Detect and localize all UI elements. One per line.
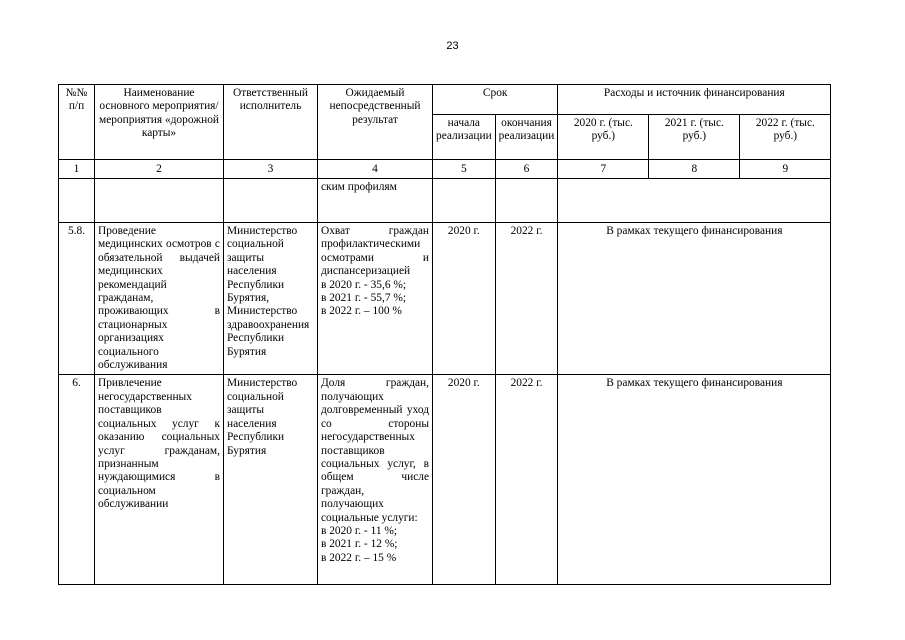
row-no: 6. [59, 375, 95, 585]
header-year-2021: 2021 г. (тыс. руб.) [649, 115, 740, 160]
header-year-2020: 2020 г. (тыс. руб.) [558, 115, 649, 160]
row-financing [558, 179, 831, 223]
header-result: Ожидаемый непосредственный результат [318, 85, 433, 160]
column-number: 7 [558, 160, 649, 179]
row-financing: В рамках текущего финансирования [558, 375, 831, 585]
row-name [95, 179, 224, 223]
result-line: в 2022 г. – 15 % [321, 551, 397, 564]
row-name: Проведение медицинских осмотров с обязательной выдачей медицинских рекомендаций гражданам, проживающих в стационарных организациях социального обслуживания [95, 223, 224, 375]
header-expenses: Расходы и источник финансирования [558, 85, 831, 115]
row-no [59, 179, 95, 223]
header-executor: Ответственный исполнитель [224, 85, 318, 160]
row-financing: В рамках текущего финансирования [558, 223, 831, 375]
row-result [318, 375, 433, 585]
result-line: Охват граждан профилактическими осмотрами и диспансеризацией [321, 225, 429, 278]
column-number: 8 [649, 160, 740, 179]
row-no: 5.8. [59, 223, 95, 375]
row-start: 2020 г. [433, 223, 496, 375]
column-number: 1 [59, 160, 95, 179]
column-number: 4 [318, 160, 433, 179]
result-line: в 2022 г. – 100 % [321, 305, 402, 318]
column-number: 6 [495, 160, 558, 179]
column-number: 3 [224, 160, 318, 179]
roadmap-table [58, 84, 831, 585]
row-start: 2020 г. [433, 375, 496, 585]
header-row-top [59, 85, 831, 115]
row-name: Привлечение негосударственных поставщиков социальных услуг к оказанию социальных услуг гражданам, признанным нуждающимися в социальном обслуживании [95, 375, 224, 585]
header-term-start: начала реализации [433, 115, 496, 160]
result-line: ским профилям [321, 181, 397, 193]
table-row-5-8 [59, 223, 831, 375]
row-executor [224, 179, 318, 223]
result-line: в 2020 г. - 11 %; [321, 524, 398, 537]
header-year-2022: 2022 г. (тыс. руб.) [740, 115, 831, 160]
row-result [318, 179, 433, 223]
row-end: 2022 г. [495, 375, 558, 585]
row-end: 2022 г. [495, 223, 558, 375]
table-row-continuation [59, 179, 831, 223]
row-result [318, 223, 433, 375]
result-line: в 2021 г. - 55,7 %; [321, 292, 407, 305]
result-line: Доля граждан, получающих долговременный уход со стороны негосударственных поставщиков социальных услуг, в общем числе граждан, получающих социальные услуги: [321, 377, 429, 524]
result-line: в 2020 г. - 35,6 %; [321, 278, 407, 291]
header-no: №№ п/п [59, 85, 95, 160]
row-start [433, 179, 496, 223]
row-executor: Министерство социальной защиты населения Республики Бурятия, Министерство здравоохранения Республики Бурятия [224, 223, 318, 375]
header-term-end: окончания реализации [495, 115, 558, 160]
table-row-6 [59, 375, 831, 585]
result-line: в 2021 г. - 12 %; [321, 538, 398, 551]
row-executor: Министерство социальной защиты населения Республики Бурятия [224, 375, 318, 585]
header-name: Наименование основного мероприятия/мероприятия «дорожной карты» [95, 85, 224, 160]
column-number: 5 [433, 160, 496, 179]
column-number: 9 [740, 160, 831, 179]
header-term: Срок [433, 85, 558, 115]
row-end [495, 179, 558, 223]
column-number: 2 [95, 160, 224, 179]
page-number: 23 [446, 40, 459, 52]
column-number-row [59, 160, 831, 179]
